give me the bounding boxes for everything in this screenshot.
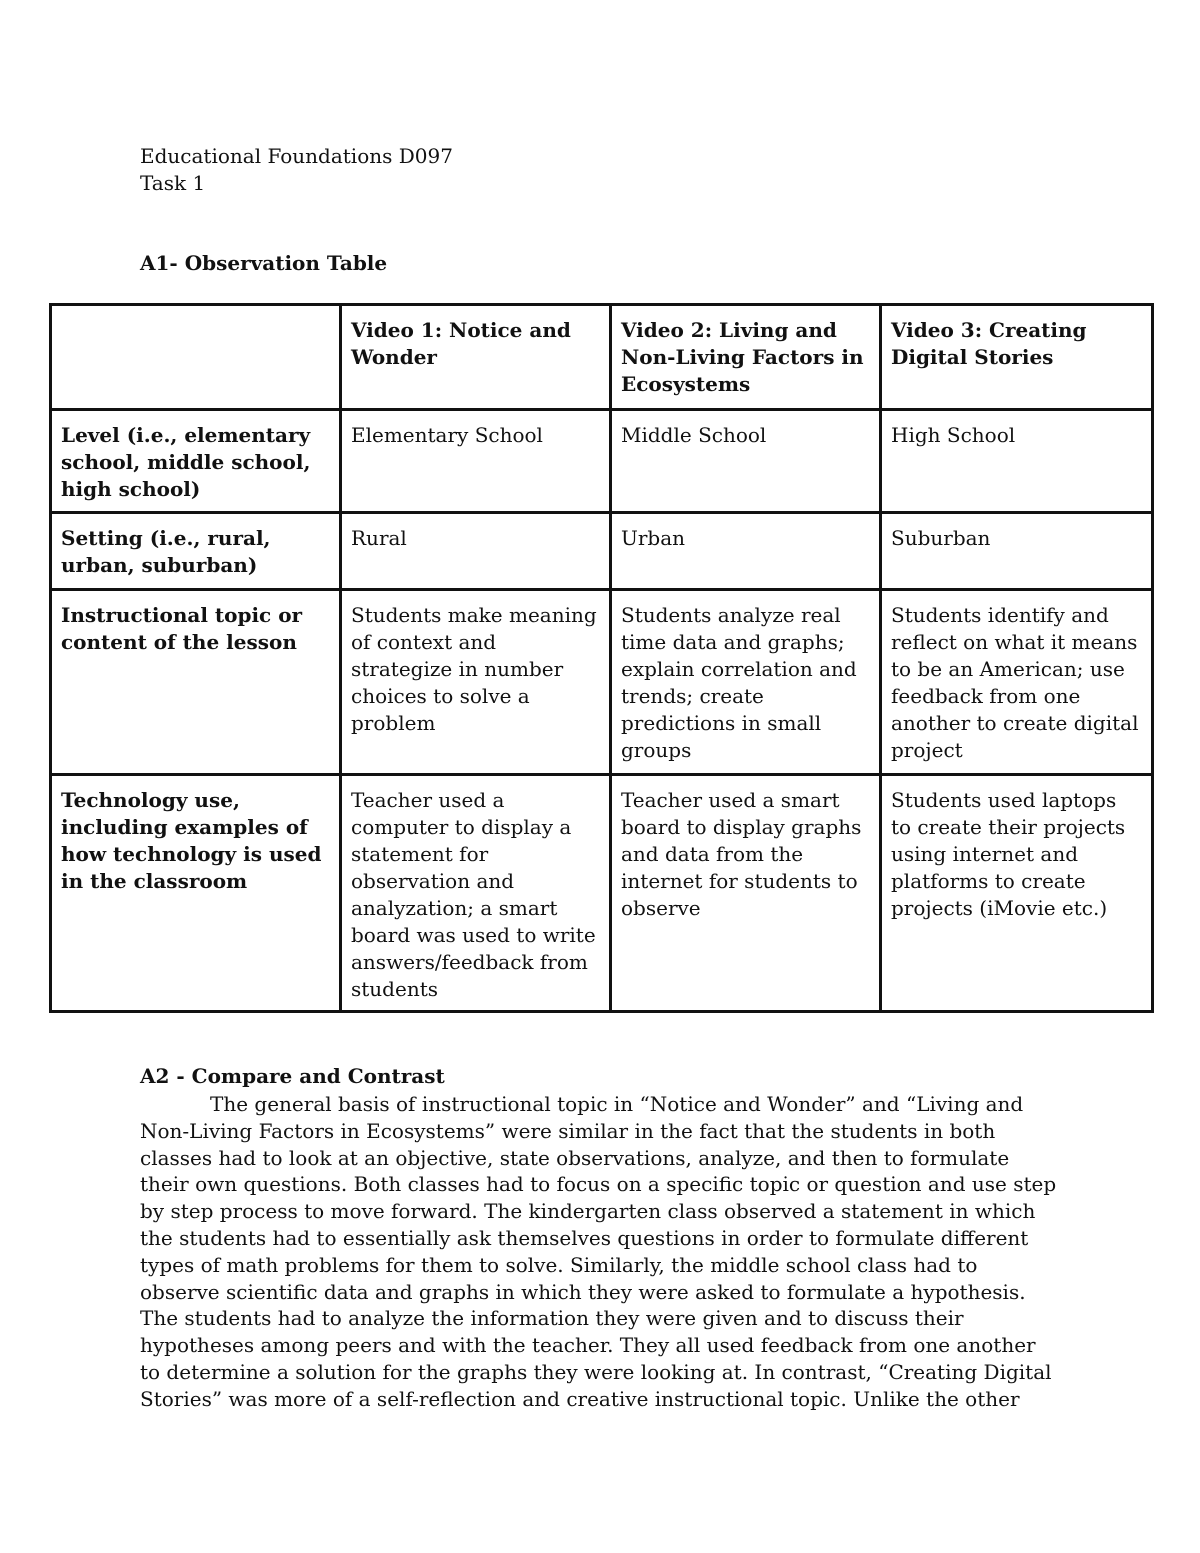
table-cell: Middle School bbox=[611, 410, 881, 513]
table-cell: Teacher used a smart board to display graphs and data from the internet for students to observe bbox=[611, 775, 881, 1012]
table-cell: Students make meaning of context and strategize in number choices to solve a problem bbox=[341, 590, 611, 775]
table-row-setting bbox=[51, 513, 1153, 590]
table-row-technology bbox=[51, 775, 1153, 1012]
row-label-topic: Instructional topic or content of the lesson bbox=[51, 590, 341, 775]
table-corner-cell bbox=[51, 305, 341, 410]
column-header-video-1: Video 1: Notice and Wonder bbox=[341, 305, 611, 410]
section-a1-heading: A1- Observation Table bbox=[140, 251, 388, 275]
table-row-topic bbox=[51, 590, 1153, 775]
task-label: Task 1 bbox=[140, 171, 206, 195]
course-title: Educational Foundations D097 bbox=[140, 144, 453, 168]
row-label-setting: Setting (i.e., rural, urban, suburban) bbox=[51, 513, 341, 590]
row-label-technology: Technology use, including examples of how technology is used in the classroom bbox=[51, 775, 341, 1012]
table-cell: High School bbox=[881, 410, 1153, 513]
table-cell: Urban bbox=[611, 513, 881, 590]
column-header-video-2: Video 2: Living and Non-Living Factors in Ecosystems bbox=[611, 305, 881, 410]
observation-table bbox=[49, 303, 1154, 1013]
table-cell: Students used laptops to create their projects using internet and platforms to create projects (iMovie etc.) bbox=[881, 775, 1153, 1012]
table-row-level bbox=[51, 410, 1153, 513]
table-cell: Rural bbox=[341, 513, 611, 590]
table-cell: Suburban bbox=[881, 513, 1153, 590]
compare-contrast-paragraph: The general basis of instructional topic in “Notice and Wonder” and “Living and Non-Living Factors in Ecosystems” were similar in the fact that the students in both classes had to look at an objective, state observations, analyze, and then to formulate their own questions. Both classes had to focus on a specific topic or question and use step by step process to move forward. The kindergarten class observed a statement in which the students had to essentially ask themselves questions in order to formulate different types of math problems for them to solve. Similarly, the middle school class had to observe scientific data and graphs in which they were asked to formulate a hypothesis. The students had to analyze the information they were given and to discuss their hypotheses among peers and with the teacher. They all used feedback from one another to determine a solution for the graphs they were looking at. In contrast, “Creating Digital Stories” was more of a self-reflection and creative instructional topic. Unlike the other bbox=[140, 1092, 1057, 1411]
table-cell: Elementary School bbox=[341, 410, 611, 513]
column-header-video-3: Video 3: Creating Digital Stories bbox=[881, 305, 1153, 410]
table-header-row bbox=[51, 305, 1153, 410]
table-cell: Students identify and reflect on what it means to be an American; use feedback from one another to create digital project bbox=[881, 590, 1153, 775]
table-cell: Teacher used a computer to display a statement for observation and analyzation; a smart board was used to write answers/feedback from students bbox=[341, 775, 611, 1012]
section-a2-heading: A2 - Compare and Contrast bbox=[140, 1064, 445, 1088]
row-label-level: Level (i.e., elementary school, middle school, high school) bbox=[51, 410, 341, 513]
table-cell: Students analyze real time data and graphs; explain correlation and trends; create predictions in small groups bbox=[611, 590, 881, 775]
